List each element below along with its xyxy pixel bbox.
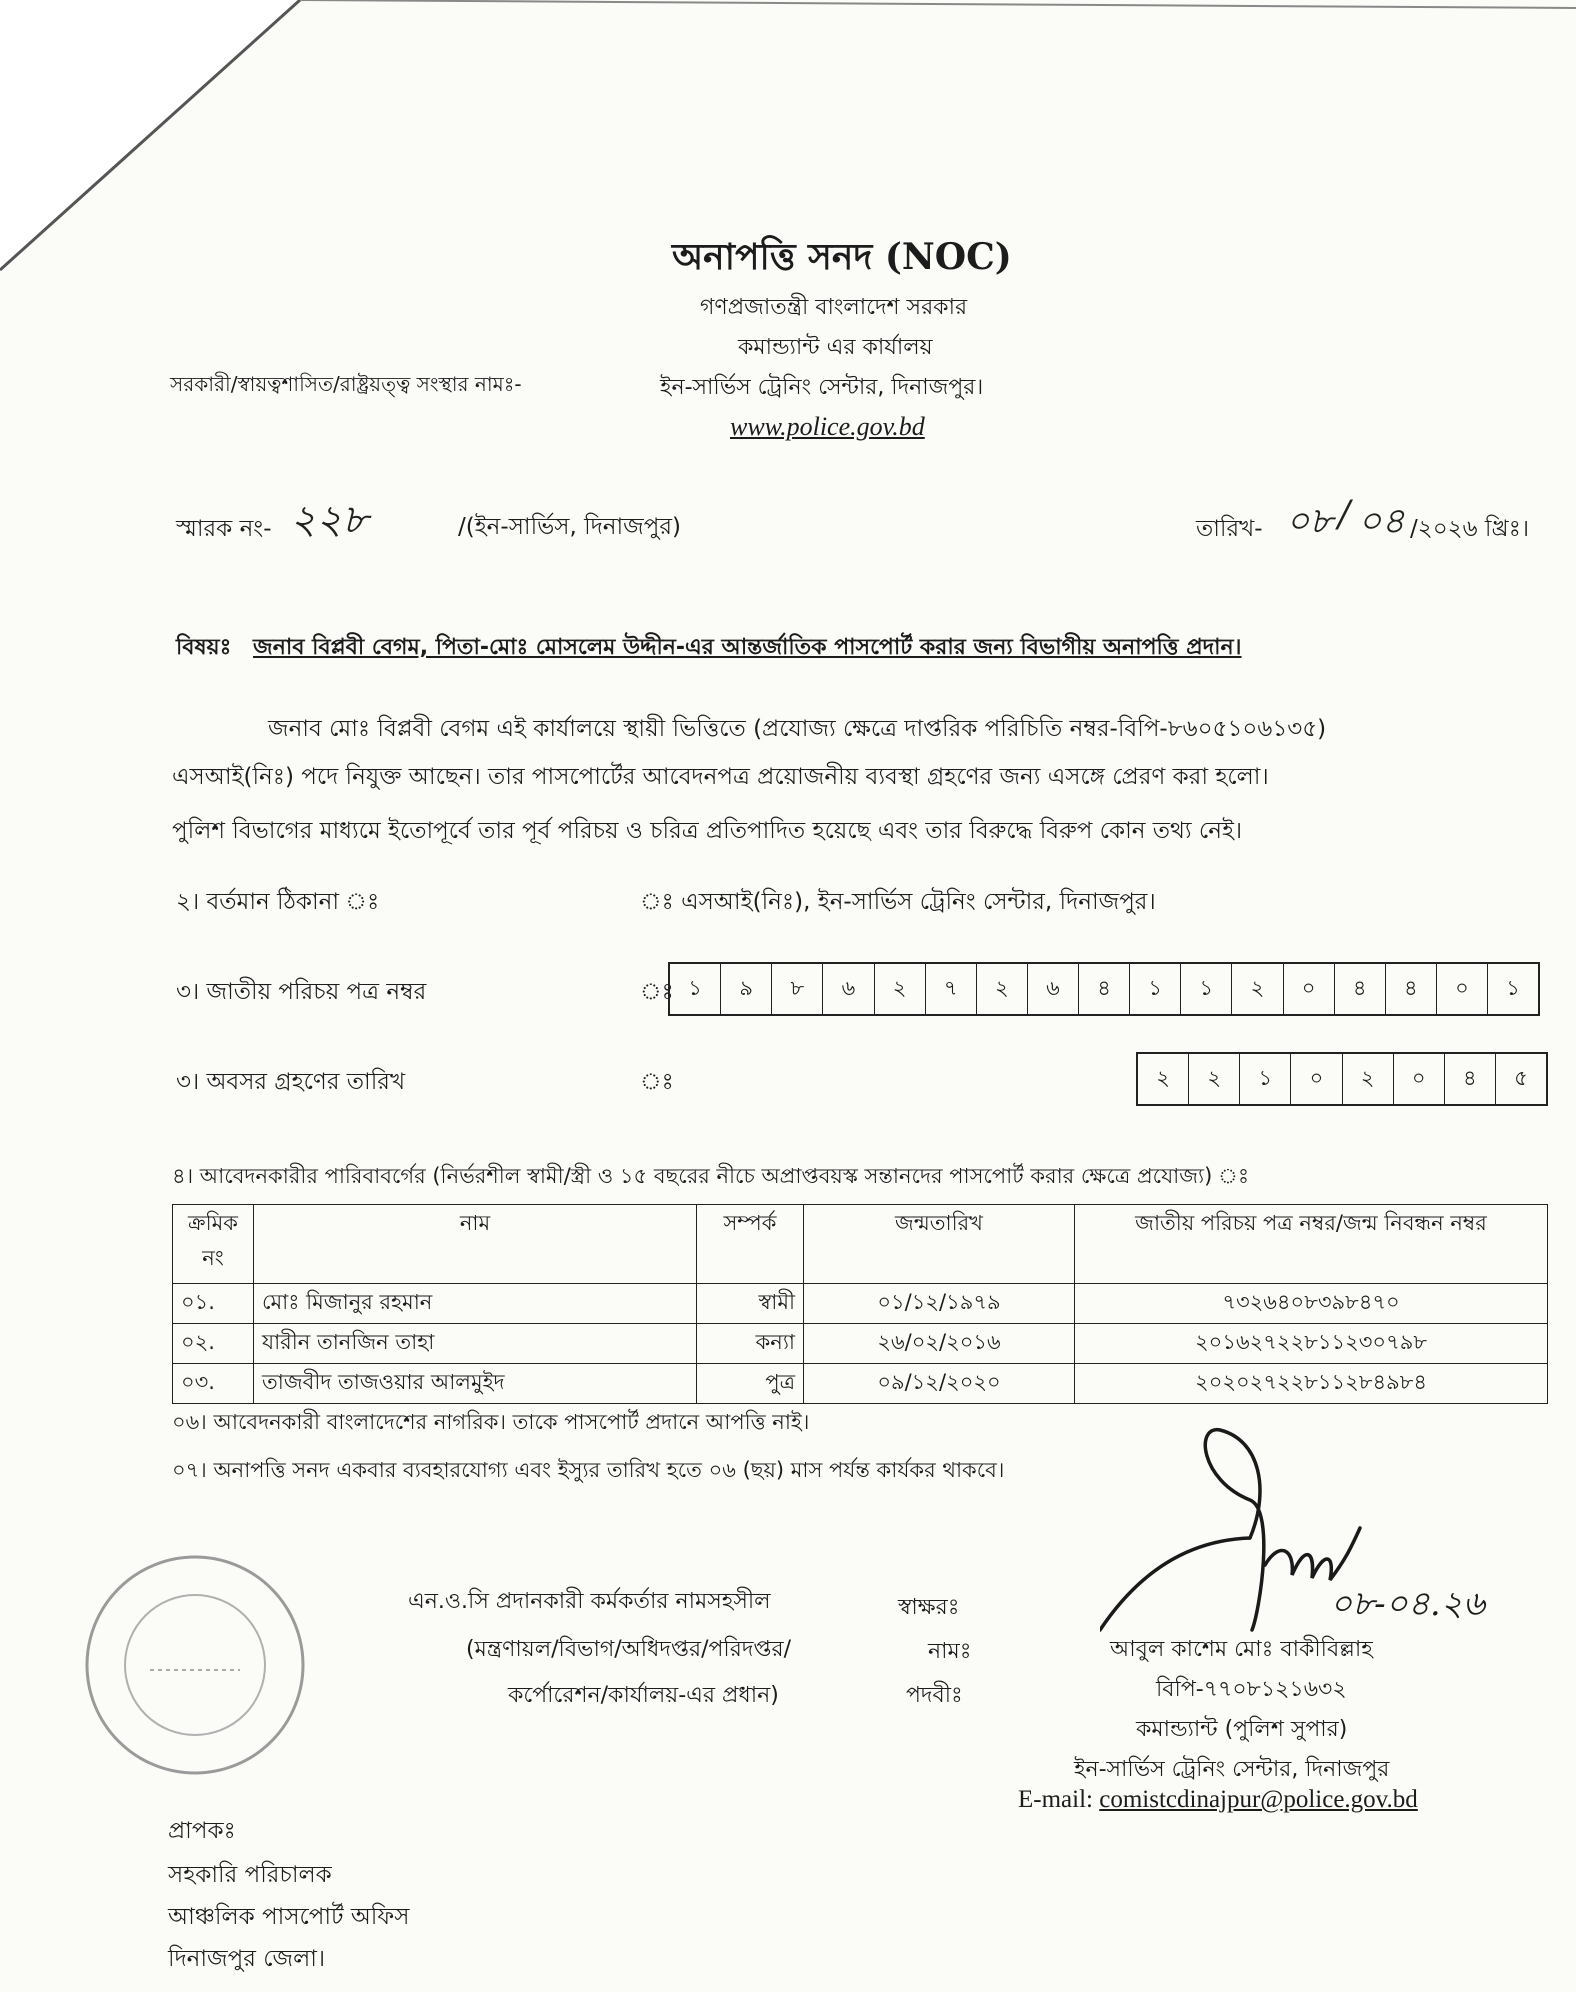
sign-label: স্বাক্ষরঃ: [898, 1595, 960, 1620]
family-table: [172, 1204, 1548, 1404]
nid-digit: ৯: [721, 964, 772, 1014]
email-link[interactable]: comistcdinajpur@police.gov.bd: [1099, 1786, 1418, 1813]
body-line-2: এসআই(নিঃ) পদে নিযুক্ত আছেন। তার পাসপোর্টের আবেদনপত্র প্রয়োজনীয় ব্যবস্থা গ্রহণের জন্য এসঙ্গে প্রেরণ করা হলো।: [172, 764, 1269, 790]
nid-label: ৩। জাতীয় পরিচয় পত্র নম্বর: [176, 979, 427, 1005]
row-name: মোঃ মিজানুর রহমান: [254, 1284, 697, 1324]
row-id: ২০২০২৭২২৮১১২৮৪৯৮৪: [1075, 1364, 1548, 1404]
retire-colon: ঃ: [640, 1069, 674, 1095]
organization-label: সরকারী/স্বায়ত্বশাসিত/রাষ্ট্রয়ত্ত্ব সংস্থার নামঃ-: [170, 372, 522, 396]
col-serial: ক্রমিক নং: [173, 1205, 254, 1284]
nid-colon: ঃ: [640, 979, 674, 1005]
retire-digit: ৪: [1445, 1054, 1496, 1104]
nid-digit: ১: [1506, 975, 1520, 1000]
note-6: ০৬। আবেদনকারী বাংলাদেশের নাগরিক। তাকে পাসপোর্ট প্রদানে আপত্তি নাই।: [172, 1410, 810, 1434]
signatory-designation: কমান্ড্যান্ট (পুলিশ সুপার): [1136, 1717, 1348, 1742]
retire-digit: ০: [1291, 1054, 1342, 1104]
row-id: ৭৩২৬৪০৮৩৯৮৪৭০: [1075, 1284, 1548, 1324]
nid-digit: ৮: [772, 964, 823, 1014]
signatory-office: ইন-সার্ভিস ট্রেনিং সেন্টার, দিনাজপুর: [1074, 1757, 1390, 1782]
nid-digit: ১: [670, 964, 721, 1014]
subject-line: [176, 630, 1242, 667]
retire-digit: ২: [1343, 1054, 1394, 1104]
nid-digit-boxes: [668, 962, 1540, 1016]
nid-digit: ২: [1232, 964, 1283, 1014]
date-month: ০৪: [1358, 501, 1405, 542]
email-label: E-mail:: [1018, 1786, 1093, 1813]
center-name: ইন-সার্ভিস ট্রেনিং সেন্টার, দিনাজপুর।: [660, 375, 984, 400]
date-label: তারিখ-: [1196, 516, 1263, 542]
recipient-line-3: দিনাজপুর জেলা।: [168, 1946, 326, 1972]
row-dob: ০১/১২/১৯৭৯: [804, 1284, 1075, 1324]
body-line-1: জনাব মোঃ বিপ্লবী বেগম এই কার্যালয়ে স্থায়ী ভিত্তিতে (প্রযোজ্য ক্ষেত্রে দাপ্তরিক পরিচিতি নম্বর-বিপি-৮৬০৫১০৬১৩৫): [268, 716, 1327, 742]
recipient-label: প্রাপকঃ: [168, 1818, 236, 1844]
row-relation: স্বামী: [697, 1284, 804, 1324]
family-heading: ৪। আবেদনকারীর পারিবাবর্গের (নির্ভরশীল স্বামী/স্ত্রী ও ১৫ বছরের নীচে অপ্রাপ্তবয়স্ক সন্তানদের পাসপোর্ট করার ক্ষেত্রে প্রযোজ্য) ঃ: [172, 1164, 1250, 1188]
retire-digit: ০: [1394, 1054, 1445, 1104]
col-name: নাম: [254, 1205, 697, 1284]
recipient-line-2: আঞ্চলিক পাসপোর্ট অফিস: [168, 1904, 410, 1930]
email-line: [1018, 1786, 1418, 1814]
row-name: যারীন তানজিন তাহা: [254, 1324, 697, 1364]
note-7: ০৭। অনাপত্তি সনদ একবার ব্যবহারযোগ্য এবং ইস্যুর তারিখ হতে ০৬ (ছয়) মাস পর্যন্ত কার্যকর থাকবে।: [172, 1458, 1005, 1482]
retire-digit: ২: [1189, 1054, 1240, 1104]
memo-number: ২২৮: [290, 497, 368, 543]
website-link[interactable]: www.police.gov.bd: [730, 412, 925, 441]
issuer-line-3: কর্পোরেশন/কার্যালয়-এর প্রধান): [508, 1683, 779, 1708]
nid-digit: ৬: [1028, 964, 1079, 1014]
designation-label: পদবীঃ: [906, 1683, 963, 1708]
issuer-line-1: এন.ও.সি প্রদানকারী কর্মকর্তার নামসহসীল: [408, 1589, 771, 1614]
subject-text: জনাব বিপ্লবী বেগম, পিতা-মোঃ মোসলেম উদ্দীন-এর আন্তর্জাতিক পাসপোর্ট করার জন্য বিভাগীয় অনাপত্তি প্রদান।: [253, 635, 1242, 660]
nid-digit: ০: [1284, 964, 1335, 1014]
government-name: গণপ্রজাতন্ত্রী বাংলাদেশ সরকার: [700, 295, 968, 320]
nid-digit: ৬: [823, 964, 874, 1014]
nid-digit: ১: [1130, 964, 1181, 1014]
nid-digit: ২: [875, 964, 926, 1014]
subject-label: বিষয়ঃ: [176, 635, 232, 660]
nid-digit: ৭: [926, 964, 977, 1014]
table-row: [173, 1284, 1548, 1324]
name-label: নামঃ: [928, 1639, 972, 1664]
office-name: কমান্ড্যান্ট এর কার্যালয়: [738, 335, 933, 360]
table-row: [173, 1324, 1548, 1364]
row-relation: পুত্র: [697, 1364, 804, 1404]
nid-digit: ৪: [1335, 964, 1386, 1014]
row-name: তাজবীদ তাজওয়ার আলমুইদ: [254, 1364, 697, 1404]
issuer-line-2: (মন্ত্রণায়ল/বিভাগ/অধিদপ্তর/পরিদপ্তর/: [466, 1637, 791, 1662]
row-relation: কন্যা: [697, 1324, 804, 1364]
date-day: ০৮: [1286, 501, 1333, 542]
retire-digit: ১: [1240, 1054, 1291, 1104]
nid-digit: ৪: [1079, 964, 1130, 1014]
retire-label: ৩। অবসর গ্রহণের তারিখ: [176, 1069, 406, 1095]
col-relation: সম্পর্ক: [697, 1205, 804, 1284]
signatory-name: আবুল কাশেম মোঃ বাকীবিল্লাহ: [1110, 1637, 1373, 1662]
body-line-3: পুলিশ বিভাগের মাধ্যমে ইতোপূর্বে তার পূর্ব পরিচয় ও চরিত্র প্রতিপাদিত হয়েছে এবং তার বিরুদ্ধে বিরুপ কোন তথ্য নেই।: [172, 818, 1243, 844]
address-label: ২। বর্তমান ঠিকানা ঃ: [176, 889, 380, 915]
nid-digit: ৪: [1386, 964, 1437, 1014]
nid-digit: ০: [1437, 964, 1488, 1014]
office-seal-stamp: [80, 1550, 310, 1780]
row-serial: ০৩.: [173, 1364, 254, 1404]
date-year: /২০২৬ খ্রিঃ।: [1410, 516, 1530, 542]
recipient-line-1: সহকারি পরিচালক: [168, 1862, 332, 1888]
signatory-bp: বিপি-৭৭০৮১২১৬৩২: [1156, 1677, 1347, 1702]
retire-digit: ২: [1138, 1054, 1189, 1104]
table-row: [173, 1364, 1548, 1404]
nid-digit: ১: [1181, 964, 1232, 1014]
document-title: অনাপত্তি সনদ (NOC): [672, 236, 1012, 278]
row-serial: ০২.: [173, 1324, 254, 1364]
memo-suffix: /(ইন-সার্ভিস, দিনাজপুর): [458, 514, 681, 540]
address-value: ঃ এসআই(নিঃ), ইন-সার্ভিস ট্রেনিং সেন্টার, দিনাজপুর।: [640, 889, 1156, 915]
row-dob: ২৬/০২/২০১৬: [804, 1324, 1075, 1364]
retire-digit: ৫: [1514, 1065, 1528, 1090]
row-id: ২০১৬২৭২২৮১১২৩০৭৯৮: [1075, 1324, 1548, 1364]
memo-label: স্মারক নং-: [176, 516, 272, 542]
row-serial: ০১.: [173, 1284, 254, 1324]
nid-digit: ২: [977, 964, 1028, 1014]
retire-digit-boxes: [1136, 1052, 1548, 1106]
signature-date: ০৮-০৪.২৬: [1330, 1584, 1485, 1624]
col-dob: জন্মতারিখ: [804, 1205, 1075, 1284]
col-id: জাতীয় পরিচয় পত্র নম্বর/জন্ম নিবন্ধন নম্বর: [1075, 1205, 1548, 1284]
row-dob: ০৯/১২/২০২০: [804, 1364, 1075, 1404]
